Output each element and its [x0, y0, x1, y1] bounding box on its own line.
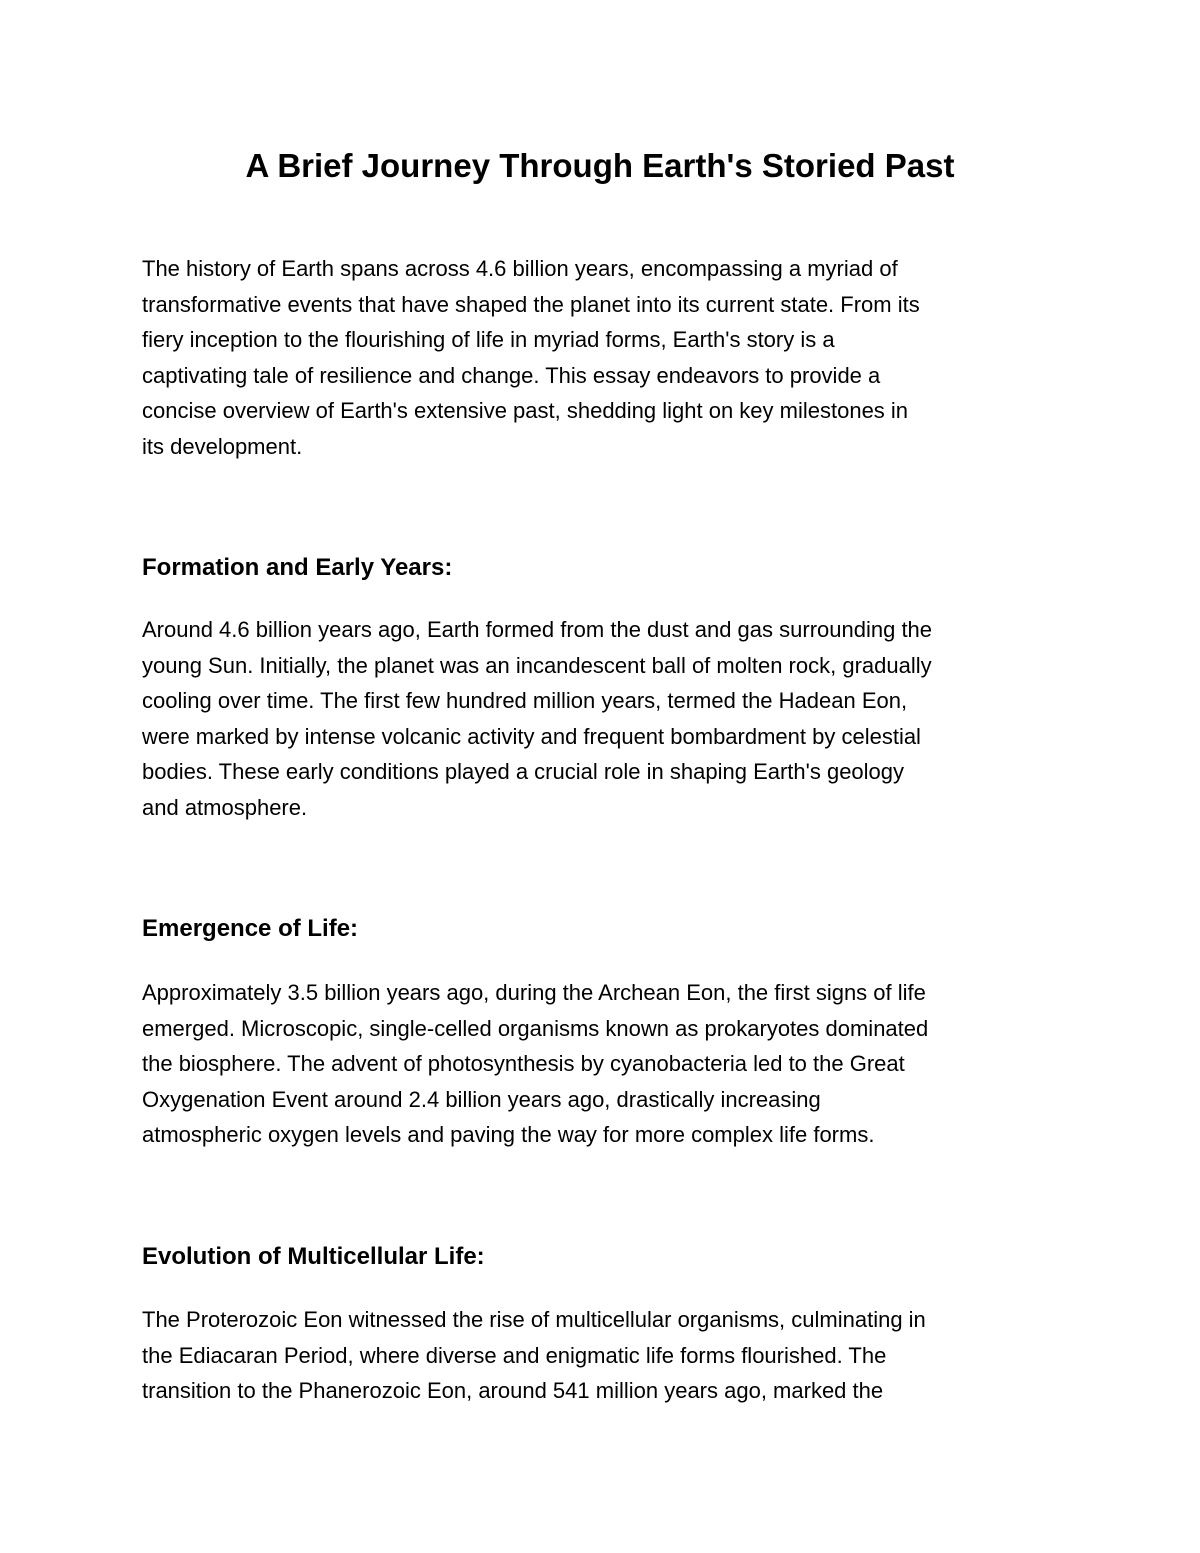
- paragraph-line: The Proterozoic Eon witnessed the rise of multicellular organisms, culminating in: [142, 1307, 926, 1332]
- paragraph-line: concise overview of Earth's extensive past, shedding light on key milestones in: [142, 398, 909, 424]
- document-title: A Brief Journey Through Earth's Storied Past: [245, 147, 955, 184]
- paragraph-line: young Sun. Initially, the planet was an incandescent ball of molten rock, gradually: [142, 652, 932, 678]
- paragraph-line: the biosphere. The advent of photosynthesis by cyanobacteria led to the Great: [142, 1051, 905, 1077]
- paragraph-line: cooling over time. The first few hundred million years, termed the Hadean Eon,: [142, 688, 908, 714]
- paragraph-line: The history of Earth spans across 4.6 billion years, encompassing a myriad of: [142, 256, 898, 281]
- paragraph-line: were marked by intense volcanic activity and frequent bombardment by celestial: [142, 723, 921, 749]
- paragraph-line: atmospheric oxygen levels and paving the way for more complex life forms.: [142, 1122, 875, 1148]
- paragraph-line: bodies. These early conditions played a crucial role in shaping Earth's geology: [142, 759, 905, 785]
- paragraph-line: its development.: [142, 433, 303, 459]
- intro-paragraph: [142, 251, 1062, 465]
- section-paragraph-emergence: [142, 975, 1062, 1153]
- paragraph-line: captivating tale of resilience and change. This essay endeavors to provide a: [142, 362, 881, 388]
- paragraph-line: fiery inception to the flourishing of life in myriad forms, Earth's story is a: [142, 327, 835, 353]
- paragraph-line: the Ediacaran Period, where diverse and enigmatic life forms flourished. The: [142, 1342, 887, 1368]
- paragraph-line: Oxygenation Event around 2.4 billion years ago, drastically increasing: [142, 1086, 821, 1112]
- paragraph-line: emerged. Microscopic, single-celled organisms known as prokaryotes dominated: [142, 1015, 929, 1041]
- paragraph-line: and atmosphere.: [142, 794, 308, 820]
- paragraph-line: transition to the Phanerozoic Eon, around 541 million years ago, marked the: [142, 1378, 884, 1404]
- section-paragraph-formation: [142, 612, 1062, 826]
- section-heading-multicellular: Evolution of Multicellular Life:: [142, 1243, 485, 1270]
- paragraph-line: transformative events that have shaped the planet into its current state. From its: [142, 291, 920, 317]
- paragraph-line: Around 4.6 billion years ago, Earth formed from the dust and gas surrounding the: [142, 617, 933, 642]
- section-paragraph-multicellular: [142, 1302, 1062, 1409]
- section-heading-emergence: Emergence of Life:: [142, 915, 359, 942]
- section-heading-formation: Formation and Early Years:: [142, 554, 453, 581]
- paragraph-line: Approximately 3.5 billion years ago, during the Archean Eon, the first signs of life: [142, 980, 926, 1005]
